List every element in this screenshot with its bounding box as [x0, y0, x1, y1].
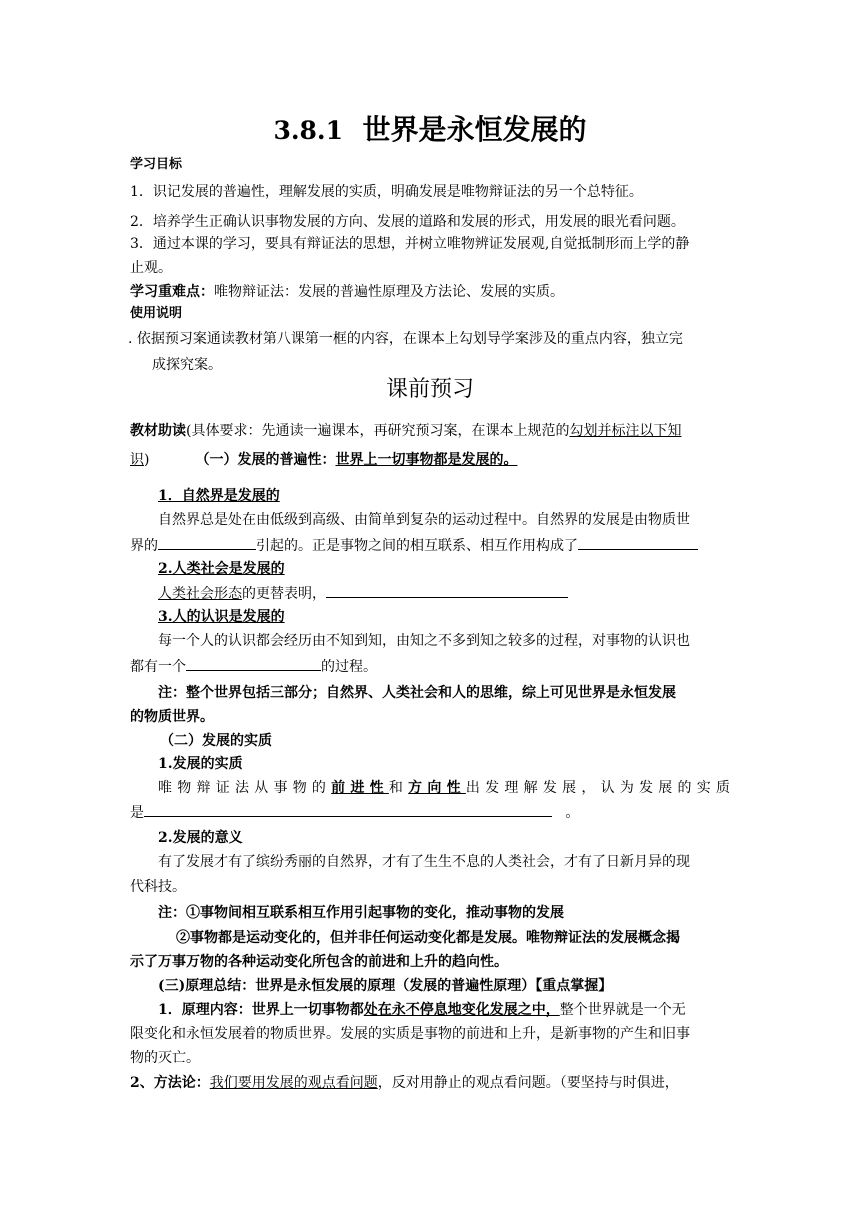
note1-line-2: 的物质世界。	[130, 709, 214, 725]
summary-method	[130, 1074, 730, 1092]
essence-heading: （二）发展的实质	[160, 733, 272, 749]
summary-content-label: 1．原理内容：	[158, 1002, 252, 1018]
usage-line-1: . 依据预习案通读教材第八课第一框的内容，在课本上勾划导学案涉及的重点内容，独立完	[128, 331, 683, 347]
summary-content-1	[158, 1001, 758, 1019]
summary-content-2: 限变化和永恒发展着的物质世界。发展的实质是事物的前进和上升，是新事物的产生和旧事	[130, 1026, 690, 1042]
note2-line-3: 示了万事万物的各种运动变化所包含的前进和上升的趋向性。	[130, 954, 508, 970]
lesson-number: 3.8.1	[273, 116, 344, 145]
essence-line-2	[130, 803, 730, 822]
nature-line-1: 自然界总是处在由低级到高级、由简单到复杂的运动过程中。自然界的发展是由物质世	[158, 512, 690, 528]
objective-3-cont: 止观。	[130, 260, 172, 276]
summary-content-a: 世界上一切事物都	[251, 1002, 364, 1018]
meaning-line-1: 有了发展才有了缤纷秀丽的自然界，才有了生生不息的人类社会，才有了日新月异的现	[158, 854, 690, 870]
lesson-title: 世界是永恒发展的	[362, 113, 587, 146]
usage-heading: 使用说明	[130, 306, 183, 321]
reading-underlined: 勾划并标注以下知	[569, 423, 682, 439]
essence-progress: 前进性	[331, 780, 389, 796]
reading-close: )	[144, 452, 150, 468]
cognition-line-2	[130, 657, 730, 676]
nature-text-a: 界的	[130, 538, 158, 554]
society-heading: 2.人类社会是发展的	[158, 561, 285, 577]
nature-text-b: 引起的。正是事物之间的相互联系、相互作用构成了	[256, 538, 578, 554]
blank-society	[326, 584, 568, 598]
essence-text-a: 唯物辩证法从事物的	[158, 780, 332, 796]
objectives-heading: 学习目标	[130, 157, 183, 172]
reading-label: 教材助读	[130, 423, 186, 439]
society-text-b: 的更替表明，	[242, 586, 326, 602]
society-text-a: 人类社会形态	[158, 586, 242, 602]
method-text: ，反对用静止的观点看问题。（要坚持与时俱进，	[377, 1075, 679, 1091]
objective-1: 1．识记发展的普遍性，理解发展的实质，明确发展是唯物辩证法的另一个总特征。	[130, 184, 643, 200]
section-title: 课前预习	[385, 377, 474, 402]
essence-and: 和	[388, 780, 409, 796]
essence-sub-1: 1.发展的实质	[158, 756, 243, 772]
reading-instructions	[130, 422, 730, 440]
usage-line-2: 成探究案。	[152, 357, 222, 373]
nature-heading: 1．自然界是发展的	[158, 488, 280, 504]
society-line	[158, 584, 758, 603]
part1-label: （一）发展的普遍性：	[195, 452, 336, 468]
note1-line-1: 注：整个世界包括三部分；自然界、人类社会和人的思维，综上可见世界是永恒发展	[158, 685, 676, 701]
part1-text: 世界上一切事物都是发展的。	[335, 452, 518, 468]
blank-nature-1	[158, 536, 256, 550]
essence-period: 。	[565, 805, 580, 821]
key-points-text: 唯物辩证法：发展的普遍性原理及方法论、发展的实质。	[214, 284, 564, 300]
note2-line-1: 注：①事物间相互联系相互作用引起事物的变化，推动事物的发展	[158, 905, 564, 921]
essence-direction: 方向性	[408, 780, 466, 796]
cognition-line-1: 每一个人的认识都会经历由不知到知，由知之不多到知之较多的过程，对事物的认识也	[158, 633, 690, 649]
cognition-heading: 3.人的认识是发展的	[158, 609, 285, 625]
summary-content-b: 处在永不停息地变化发展之中，	[363, 1002, 560, 1018]
summary-content-3: 物的灭亡。	[130, 1050, 200, 1066]
key-points-label: 学习重难点：	[130, 284, 214, 300]
cognition-text-a: 都有一个	[130, 659, 186, 675]
method-underlined: 我们要用发展的观点看问题	[209, 1075, 378, 1091]
reading-text: (具体要求：先通读一遍课本，再研究预习案，在课本上规范的	[186, 423, 570, 439]
blank-nature-2	[578, 536, 698, 550]
summary-content-c: 整个世界就是一个无	[559, 1002, 686, 1018]
blank-cognition	[186, 657, 321, 671]
reading-line-2	[130, 451, 730, 469]
nature-line-2	[130, 536, 730, 555]
method-label: 2、方法论：	[130, 1075, 210, 1091]
blank-essence	[144, 803, 552, 817]
cognition-text-b: 的过程。	[321, 659, 377, 675]
essence-line-1	[158, 779, 730, 797]
essence-text-e: 出发理解发展，认为发展的实质	[465, 780, 731, 796]
reading-cont: 识	[130, 452, 144, 468]
note2-line-2: ②事物都是运动变化的，但并非任何运动变化都是发展。唯物辩证法的发展概念揭	[176, 930, 680, 946]
objective-3: 3．通过本课的学习，要具有辩证法的思想，并树立唯物辨证发展观,自觉抵制形而上学的静	[130, 236, 690, 252]
meaning-line-2: 代科技。	[130, 879, 186, 895]
key-points	[130, 283, 730, 301]
essence-is: 是	[130, 805, 144, 821]
essence-sub-2: 2.发展的意义	[158, 830, 243, 846]
page-title	[0, 113, 860, 148]
objective-2: 2．培养学生正确认识事物发展的方向、发展的道路和发展的形式，用发展的眼光看问题。	[130, 214, 685, 230]
summary-heading: (三)原理总结：世界是永恒发展的原理（发展的普遍性原理）【重点掌握】	[158, 978, 613, 994]
